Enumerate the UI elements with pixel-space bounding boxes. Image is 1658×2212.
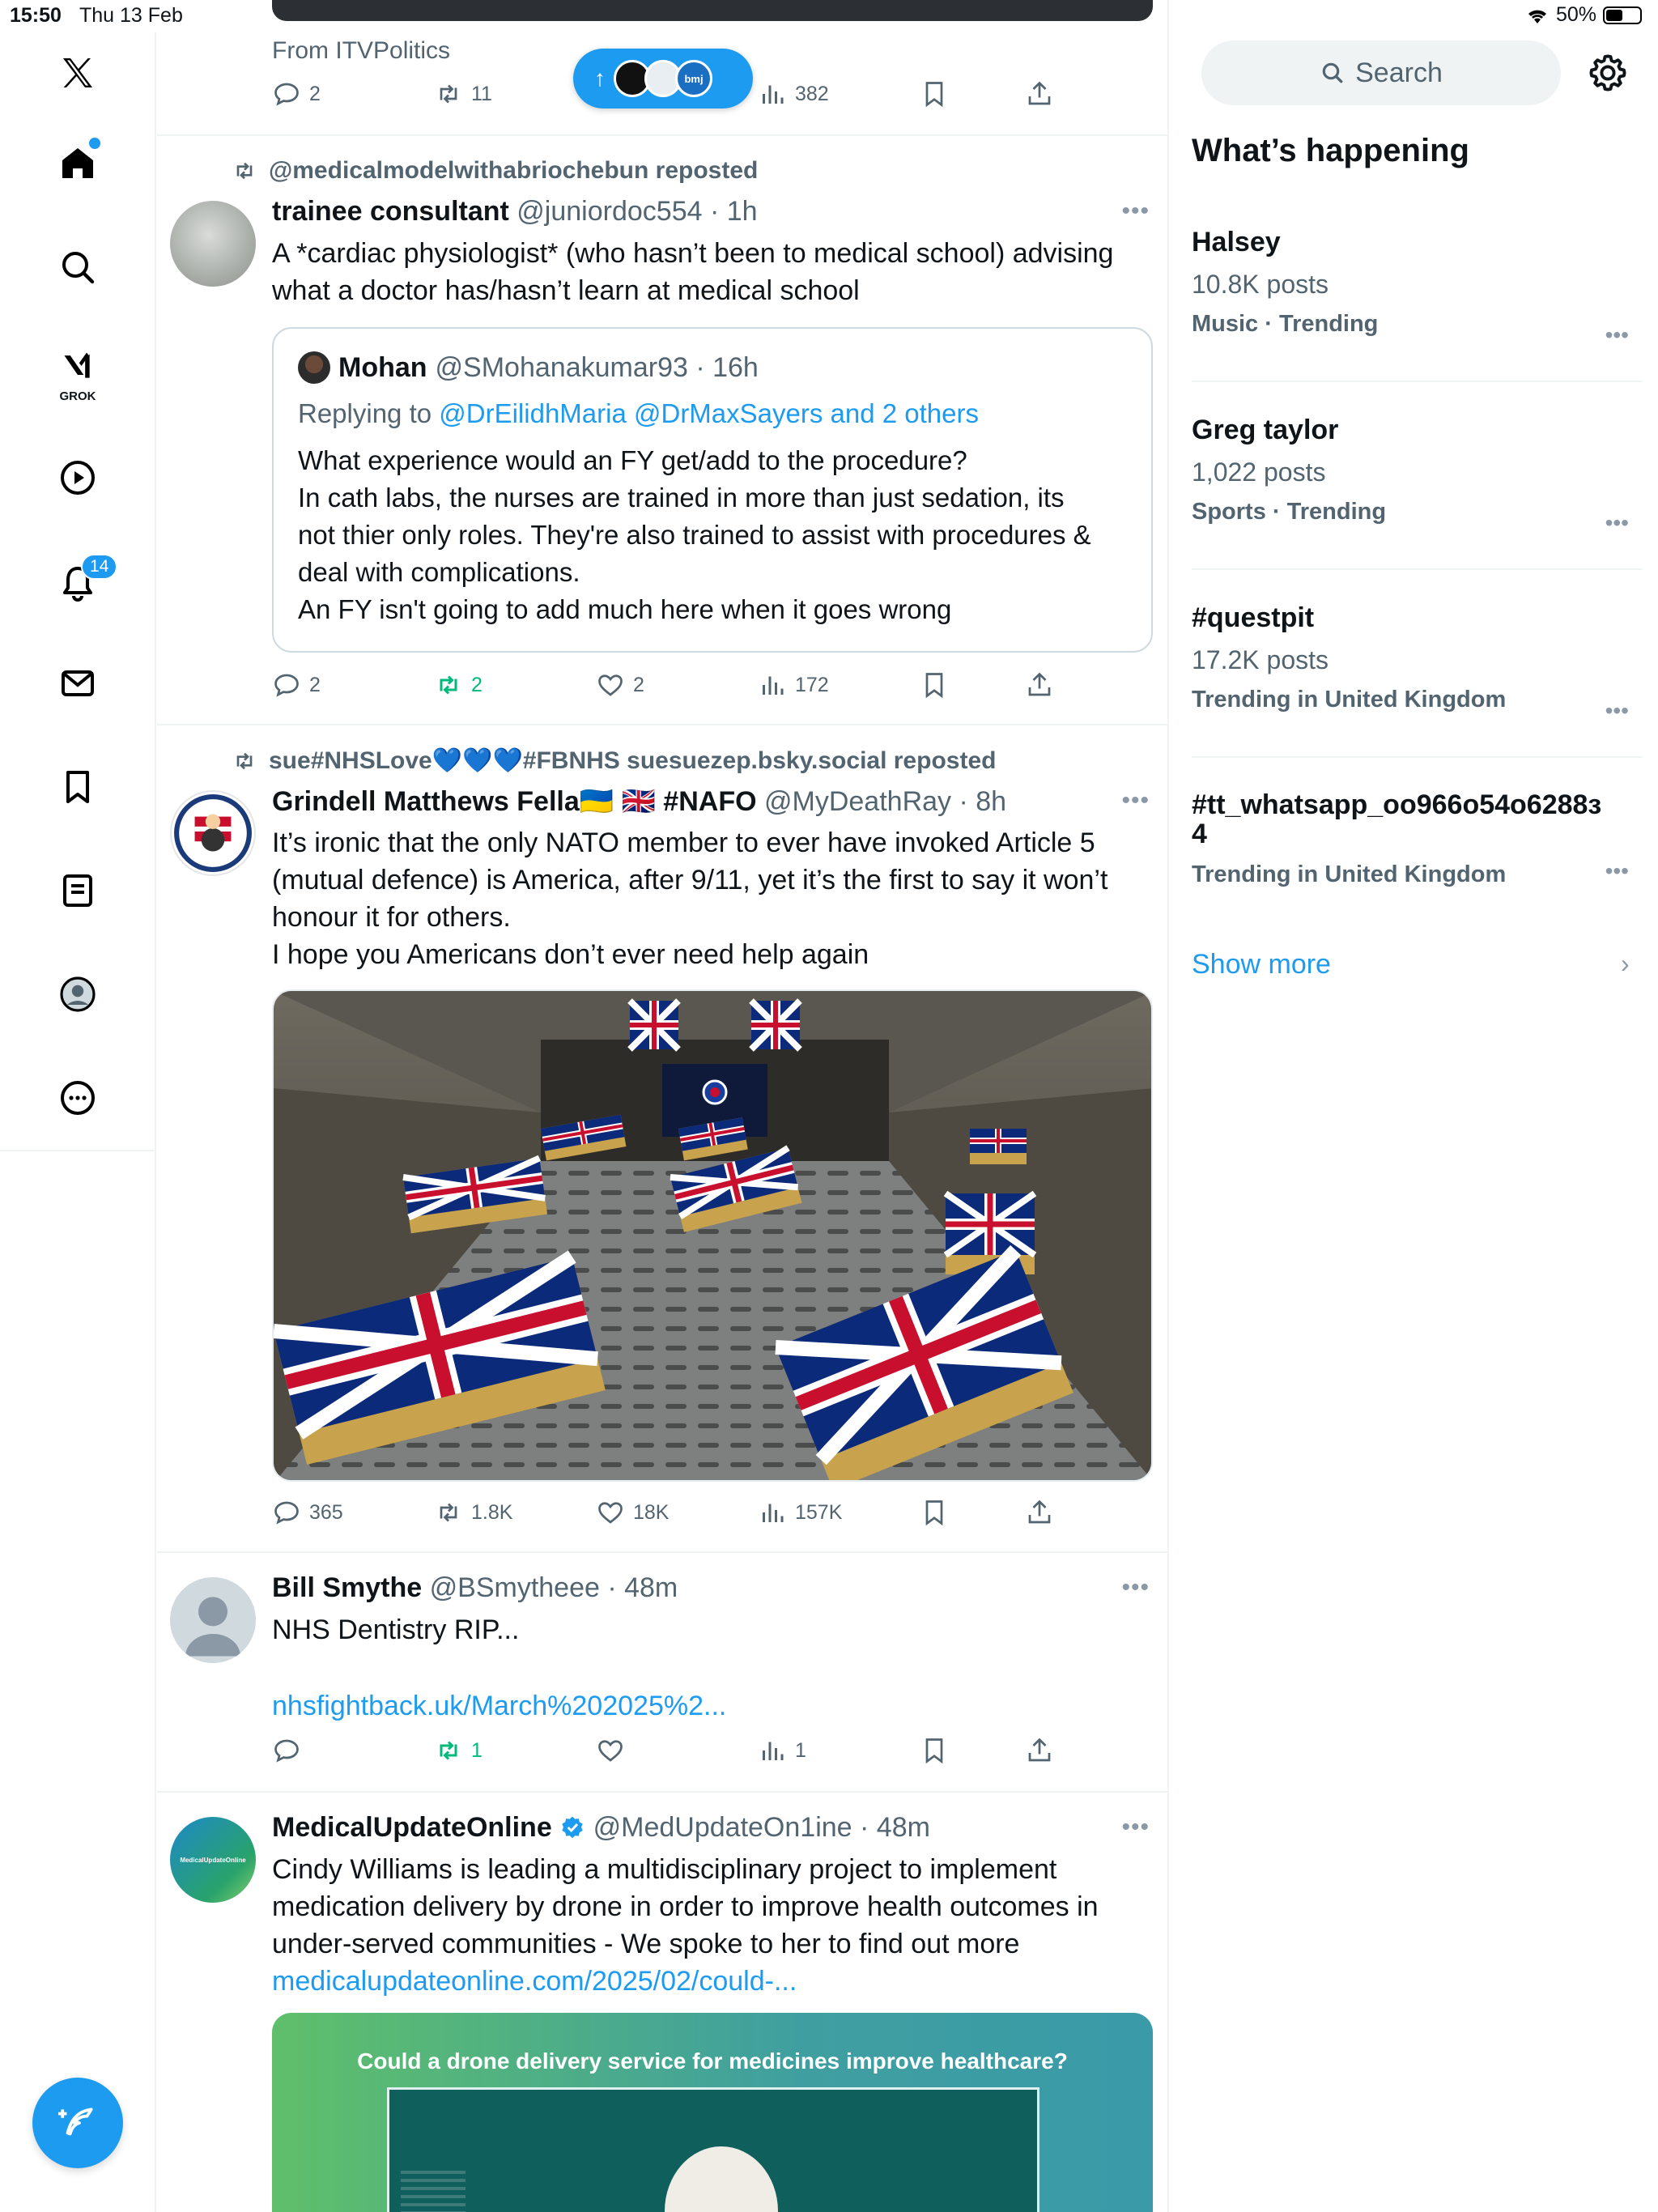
bookmark-icon [920, 670, 949, 700]
timeline-feed[interactable] [157, 0, 1169, 2212]
reply-icon [272, 1736, 301, 1765]
views-count: 157K [795, 1500, 843, 1524]
views-count: 382 [795, 82, 829, 105]
x-logo-icon[interactable] [45, 40, 110, 105]
reply-count: 2 [309, 673, 321, 696]
more-icon[interactable]: ••• [1121, 787, 1150, 814]
like-button[interactable] [596, 1736, 625, 1765]
profile-icon[interactable] [45, 962, 110, 1027]
avatar[interactable] [170, 1817, 256, 1903]
trend-title: #questpit [1192, 602, 1315, 633]
post-header [272, 1812, 930, 1844]
repost-count: 1.8K [471, 1500, 513, 1524]
quote-author-name: Mohan [338, 351, 427, 383]
author-handle[interactable]: @juniordoc554 · 1h [517, 196, 758, 227]
status-date: Thu 13 Feb [79, 4, 183, 27]
avatar[interactable] [170, 790, 256, 876]
repost-button[interactable] [434, 1736, 483, 1765]
status-right [1525, 3, 1642, 27]
replying-prefix: Replying to [298, 398, 440, 428]
post-actions [272, 1498, 1153, 1534]
post-text: NHS Dentistry RIP... [272, 1614, 520, 1645]
trend-title: #tt_whatsapp_oo966o54o6288з 4 [1192, 789, 1602, 849]
pill-avatar-bmj: bmj [675, 60, 712, 97]
share-icon [1025, 1736, 1054, 1765]
trend-category: Trending in United Kingdom [1192, 687, 1507, 713]
repost-icon [232, 748, 257, 774]
post-bill-smythe[interactable] [157, 1553, 1167, 1793]
trend-divider [1192, 568, 1642, 570]
bookmark-button[interactable] [920, 1498, 949, 1527]
views-button[interactable] [758, 670, 829, 700]
search-input[interactable] [1201, 40, 1561, 105]
trend-category: Music · Trending [1192, 311, 1379, 337]
post-header [272, 1572, 678, 1604]
wifi-icon [1525, 6, 1550, 25]
arrow-up-icon: ↑ [594, 66, 606, 91]
quote-text: What experience would an FY get/add to the procedure? In cath labs, the nurses are trained in more than just sedation, its not thier only roles. They're also trained to assist with procedures & deal with complications. An FY isn't going to add much here when it goes wrong [298, 445, 1091, 624]
trend-item[interactable] [1192, 227, 1642, 347]
trend-divider [1192, 756, 1642, 758]
link-card-video-frame [387, 2087, 1039, 2212]
link-card-title: Could a drone delivery service for medicines improve healthcare? [357, 2048, 1068, 2074]
share-icon [1025, 79, 1054, 108]
repost-icon [434, 1498, 463, 1527]
avatar[interactable] [170, 201, 256, 287]
author-name[interactable]: trainee consultant [272, 196, 509, 227]
verified-badge-icon [559, 1814, 585, 1840]
whats-happening-heading: What’s happening [1192, 133, 1469, 168]
show-more-link[interactable]: Show more [1192, 949, 1331, 980]
like-count: 18K [633, 1500, 670, 1524]
post-header [272, 196, 758, 228]
lists-icon[interactable] [45, 858, 110, 923]
default-avatar-icon [170, 1577, 256, 1663]
replying-mentions[interactable]: @DrEilidhMaria @DrMaxSayers and 2 others [439, 398, 979, 428]
post-actions [272, 670, 1153, 706]
left-nav [0, 32, 156, 2212]
post-medical-update-online[interactable] [157, 1793, 1167, 2212]
messages-icon[interactable] [45, 651, 110, 716]
video-presenter [665, 2146, 778, 2212]
share-button[interactable] [1025, 1736, 1054, 1765]
repost-count: 2 [471, 673, 483, 696]
views-count: 1 [795, 1738, 806, 1762]
repost-icon [434, 1736, 463, 1765]
hanging-flag-right [751, 1001, 800, 1049]
views-icon [758, 1498, 787, 1527]
trend-more-icon[interactable]: ••• [1605, 698, 1629, 723]
author-name[interactable]: Bill Smythe [272, 1572, 423, 1603]
post-image[interactable] [272, 989, 1153, 1482]
post-text: Cindy Williams is leading a multidisciplinary project to implement medication delivery by drone in order to improve health outcomes in under-served communities - We spoke to her to find out more [272, 1854, 1099, 1959]
notifications-count-badge: 14 [81, 554, 117, 580]
grok-icon[interactable] [45, 340, 110, 405]
quote-header [298, 351, 759, 384]
share-button[interactable] [1025, 1498, 1054, 1527]
trend-item[interactable] [1192, 790, 1642, 888]
quote-replying-to [298, 398, 979, 429]
trend-category: Trending in United Kingdom [1192, 861, 1507, 887]
settings-gear-icon[interactable] [1587, 52, 1629, 94]
views-icon [758, 79, 787, 108]
author-handle[interactable]: @BSmytheee · 48m [429, 1572, 678, 1603]
trend-item[interactable] [1192, 415, 1642, 535]
video-text-lines [401, 2171, 466, 2212]
bookmark-icon [920, 79, 949, 108]
reply-button[interactable] [272, 79, 321, 108]
trend-title: Greg taylor [1192, 415, 1339, 445]
like-count: 2 [633, 673, 644, 696]
repost-count: 1 [471, 1738, 483, 1762]
views-button[interactable] [758, 1498, 842, 1527]
more-options-icon[interactable] [45, 1066, 110, 1130]
post-trainee-consultant[interactable] [157, 136, 1167, 725]
quote-avatar [298, 351, 330, 384]
like-button[interactable] [596, 670, 644, 700]
post-header [272, 785, 1006, 818]
trend-posts: 10.8K posts [1192, 270, 1329, 299]
right-sidebar [1171, 32, 1658, 2212]
author-name[interactable]: Grindell Matthews Fella🇺🇦 🇬🇧 #NAFO [272, 786, 757, 817]
author-handle[interactable]: @MedUpdateOn1ine · 48m [593, 1812, 930, 1843]
share-icon [1025, 670, 1054, 700]
more-icon[interactable]: ••• [1121, 1814, 1150, 1840]
repost-by: sue#NHSLove💙💙💙#FBNHS suesuezep.bsky.social reposted [269, 747, 997, 774]
heart-icon [596, 670, 625, 700]
reply-button[interactable] [272, 1498, 343, 1527]
share-button[interactable] [1025, 79, 1054, 108]
author-name[interactable]: MedicalUpdateOnline [272, 1812, 552, 1843]
from-source[interactable]: From ITVPolitics [272, 37, 451, 64]
battery-percent: 50% [1555, 3, 1596, 26]
compose-feather-icon [57, 2103, 98, 2143]
reply-icon [272, 1498, 301, 1527]
home-icon[interactable] [45, 131, 110, 196]
bookmark-icon [920, 1498, 949, 1527]
new-posts-pill[interactable] [573, 49, 753, 108]
heart-icon [596, 1498, 625, 1527]
repost-icon [434, 79, 463, 108]
chevron-right-icon[interactable]: › [1621, 949, 1630, 978]
home-badge-dot [89, 138, 100, 149]
repost-button[interactable] [434, 79, 492, 108]
heart-icon [596, 1736, 625, 1765]
post-grindell-matthews[interactable] [157, 725, 1167, 1553]
post-text: It’s ironic that the only NATO member to ever have invoked Article 5 (mutual defence) is America, after 9/11, yet it’s the first to say it won’t honour it for others. I hope you Americans don’t ever need help again [272, 827, 1108, 970]
trend-category: Sports · Trending [1192, 499, 1387, 525]
like-button[interactable] [596, 1498, 669, 1527]
bookmark-button[interactable] [920, 670, 949, 700]
bookmark-icon [920, 1736, 949, 1765]
repost-by: @medicalmodelwithabriochebun reposted [269, 157, 759, 184]
hanging-flag-left [630, 1001, 678, 1049]
more-icon[interactable]: ••• [1121, 1574, 1150, 1601]
media-card-partial[interactable] [272, 0, 1153, 21]
reply-count: 365 [309, 1500, 343, 1524]
search-placeholder: Search [1355, 57, 1443, 88]
post-itv[interactable] [157, 0, 1167, 136]
trend-more-icon[interactable]: ••• [1605, 858, 1629, 883]
status-time: 15:50 [10, 4, 62, 27]
battery-icon [1603, 6, 1642, 24]
reply-icon [272, 79, 301, 108]
post-link[interactable]: nhsfightback.uk/March%202025%2... [272, 1691, 727, 1721]
trend-title: Halsey [1192, 227, 1281, 257]
repost-icon [434, 670, 463, 700]
video-icon[interactable] [45, 445, 110, 510]
post-link[interactable]: medicalupdateonline.com/2025/02/could-... [272, 1966, 797, 1997]
repost-count: 11 [471, 82, 492, 105]
post-actions [272, 1736, 1153, 1772]
trend-posts: 17.2K posts [1192, 645, 1329, 674]
reply-button[interactable] [272, 1736, 301, 1765]
search-icon[interactable] [45, 235, 110, 300]
quote-author-handle: @SMohanakumar93 · 16h [435, 351, 759, 383]
avatar-logo-text: MedicalUpdateOnline [180, 1856, 246, 1864]
nav-divider [0, 1150, 156, 1151]
share-button[interactable] [1025, 670, 1054, 700]
aircraft-coffins-image [274, 991, 1153, 1482]
notifications-bell-icon[interactable] [45, 551, 110, 615]
post-text: A *cardiac physiologist* (who hasn’t been to medical school) advising what a doctor has/hasn’t learn at medical school [272, 238, 1114, 306]
quoted-post[interactable] [272, 327, 1153, 653]
repost-attribution[interactable] [232, 157, 758, 185]
author-handle[interactable]: @MyDeathRay · 8h [764, 786, 1007, 817]
grok-label: GROK [59, 389, 96, 403]
compose-post-button[interactable] [32, 2078, 123, 2168]
avatar[interactable] [170, 1577, 256, 1663]
share-icon [1025, 1498, 1054, 1527]
bookmark-button[interactable] [920, 1736, 949, 1765]
nafo-badge-icon [172, 792, 254, 874]
repost-attribution[interactable] [232, 747, 996, 775]
views-button[interactable] [758, 1736, 806, 1765]
views-button[interactable] [758, 79, 829, 108]
repost-icon [232, 158, 257, 184]
bookmarks-icon[interactable] [45, 755, 110, 819]
bookmark-button[interactable] [920, 79, 949, 108]
views-icon [758, 670, 787, 700]
trend-posts: 1,022 posts [1192, 457, 1326, 487]
search-icon [1320, 60, 1346, 86]
link-card[interactable] [272, 2013, 1153, 2212]
trend-more-icon[interactable]: ••• [1605, 510, 1629, 535]
reply-count: 2 [309, 82, 321, 105]
trend-item[interactable] [1192, 602, 1642, 723]
repost-button[interactable] [434, 670, 483, 700]
repost-button[interactable] [434, 1498, 512, 1527]
reply-icon [272, 670, 301, 700]
trend-divider [1192, 381, 1642, 382]
trend-more-icon[interactable]: ••• [1605, 322, 1629, 347]
reply-button[interactable] [272, 670, 321, 700]
views-count: 172 [795, 673, 829, 696]
views-icon [758, 1736, 787, 1765]
more-icon[interactable]: ••• [1121, 198, 1150, 224]
